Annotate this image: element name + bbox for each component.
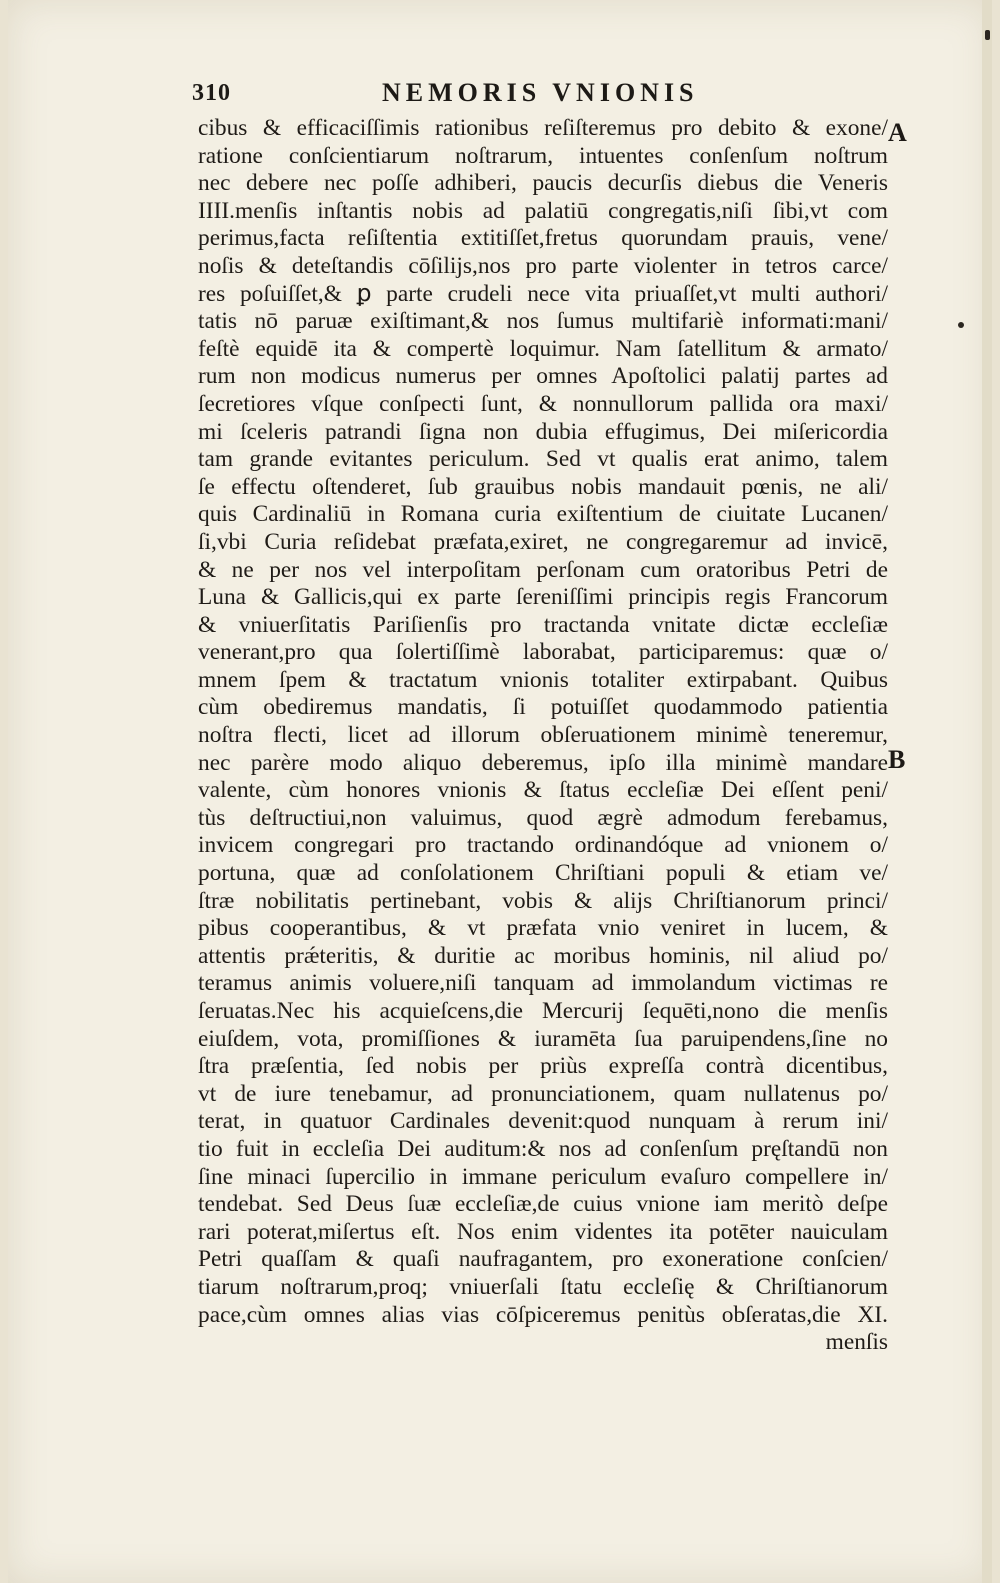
page-header xyxy=(192,78,882,114)
text-line: venerant,pro qua ſolertiſſimè laborabat, participaremus: quæ o/ xyxy=(198,639,888,666)
text-line: IIII.menſis inſtantis nobis ad palatiū congregatis,niſi ſibi,vt com xyxy=(198,197,888,224)
text-line: nec debere nec poſſe adhiberi, paucis decurſis diebus die Veneris xyxy=(198,170,888,197)
margin-marker-a: A xyxy=(888,118,907,147)
text-line: tiarum noſtrarum,proq; vniuerſali ſtatu eccleſię & Chriſtianorum xyxy=(198,1273,888,1300)
text-line: ſi,vbi Curia reſidebat præfata,exiret, ne congregaremur ad invicē, xyxy=(198,528,888,555)
text-line: cùm obediremus mandatis, ſi potuiſſet quodammodo patientia xyxy=(198,694,888,721)
page-edge xyxy=(982,0,992,1583)
text-line: ſecretiores vſque conſpecti ſunt, & nonnullorum pallida ora maxi/ xyxy=(198,390,888,417)
text-line: eiuſdem, vota, promiſſiones & iuramēta ſua paruipendens,ſine no xyxy=(198,1025,888,1052)
text-line: tio fuit in eccleſia Dei auditum:& nos ad conſenſum pręſtandū non xyxy=(198,1135,888,1162)
text-line: & ne per nos vel interpoſitam perſonam cum oratoribus Petri de xyxy=(198,556,888,583)
text-line: rari poterat,miſertus eſt. Nos enim videntes ita potēter nauiculam xyxy=(198,1218,888,1245)
text-line: tùs deſtructiui,non valuimus, quod ægrè admodum ferebamus, xyxy=(198,804,888,831)
text-line: feſtè equidē ita & compertè loquimur. Nam ſatellitum & armato/ xyxy=(198,335,888,362)
text-line: ſe effectu oſtenderet, ſub grauibus nobis mandauit pœnis, ne ali/ xyxy=(198,473,888,500)
text-line: rum non modicus numerus per omnes Apoſtolici palatij partes ad xyxy=(198,363,888,390)
ink-speck xyxy=(985,30,990,40)
text-line: Luna & Gallicis,qui ex parte ſereniſſimi principis regis Francorum xyxy=(198,584,888,611)
text-line: vt de iure tenebamur, ad pronunciationem, quam nullatenus po/ xyxy=(198,1080,888,1107)
text-line: cibus & efficaciſſimis rationibus reſiſteremus pro debito & exone/ xyxy=(198,115,888,141)
text-line: invicem congregari pro tractando ordinandóque ad vnionem o/ xyxy=(198,832,888,859)
text-line: tendebat. Sed Deus ſuæ eccleſiæ,de cuius vnione iam meritò deſpe xyxy=(198,1191,888,1218)
body-text xyxy=(198,115,888,1357)
text-line: teramus animis voluere,niſi tanquam ad immolandum victimas re xyxy=(198,970,888,997)
text-line: menſis xyxy=(825,1329,888,1356)
text-line: noſis & deteſtandis cōſilijs,nos pro parte violenter in tetros carce/ xyxy=(198,252,888,279)
text-line: tam grande evitantes periculum. Sed vt qualis erat animo, talem xyxy=(198,446,888,473)
text-line: tatis nō paruæ exiſtimant,& nos ſumus multifariè informati:mani/ xyxy=(198,308,888,335)
running-head: NEMORIS VNIONIS xyxy=(382,78,699,107)
text-line: nec parère modo aliquo deberemus, ipſo illa minimè mandare xyxy=(198,749,888,776)
text-line: terat, in quatuor Cardinales devenit:quod nunquam à rerum ini/ xyxy=(198,1108,888,1135)
ink-speck xyxy=(958,322,964,328)
text-line: pibus cooperantibus, & vt præfata vnio veniret in lucem, & xyxy=(198,915,888,942)
text-line: mi ſceleris patrandi ſigna non dubia effugimus, Dei miſericordia xyxy=(198,418,888,445)
text-line: res poſuiſſet,& ꝑ parte crudeli nece vita priuaſſet,vt multi authori/ xyxy=(198,280,888,307)
text-line: valente, cùm honores vnionis & ſtatus eccleſiæ Dei eſſent peni/ xyxy=(198,777,888,804)
text-line: ſeruatas.Nec his acquieſcens,die Mercurij ſequēti,nono die menſis xyxy=(198,998,888,1024)
text-line: Petri quaſſam & quaſi naufragantem, pro exoneratione conſcien/ xyxy=(198,1246,888,1273)
margin-marker-b: B xyxy=(888,745,906,774)
text-line: & vniuerſitatis Pariſienſis pro tractanda vnitate dictæ eccleſiæ xyxy=(198,611,888,638)
text-line: portuna, quæ ad conſolationem Chriſtiani populi & etiam ve/ xyxy=(198,860,888,887)
text-line: quis Cardinaliū in Romana curia exiſtentium de ciuitate Lucanen/ xyxy=(198,501,888,528)
text-line: attentis prǽteritis, & duritie ac moribus hominis, nil aliud po/ xyxy=(198,942,888,969)
page-number: 310 xyxy=(192,80,231,106)
text-line: ſine minaci ſupercilio in immane periculum evaſuro compellere in/ xyxy=(198,1163,888,1190)
text-line: ratione conſcientiarum noſtrarum, intuentes conſenſum noſtrum xyxy=(198,142,888,169)
text-line: ſtræ nobilitatis pertinebant, vobis & alijs Chriſtianorum princi/ xyxy=(198,887,888,914)
text-line: perimus,facta reſiſtentia extitiſſet,fretus quorundam prauis, vene/ xyxy=(198,225,888,252)
text-line: pace,cùm omnes alias vias cōſpiceremus penitùs obſeratas,die XI. xyxy=(198,1301,888,1328)
text-line: noſtra flecti, licet ad illorum obſeruationem minimè teneremur, xyxy=(198,722,888,749)
text-line: ſtra præſentia, ſed nobis per priùs expreſſa contrà dicentibus, xyxy=(198,1053,888,1080)
text-line: mnem ſpem & tractatum vnionis totaliter extirpabant. Quibus xyxy=(198,666,888,693)
